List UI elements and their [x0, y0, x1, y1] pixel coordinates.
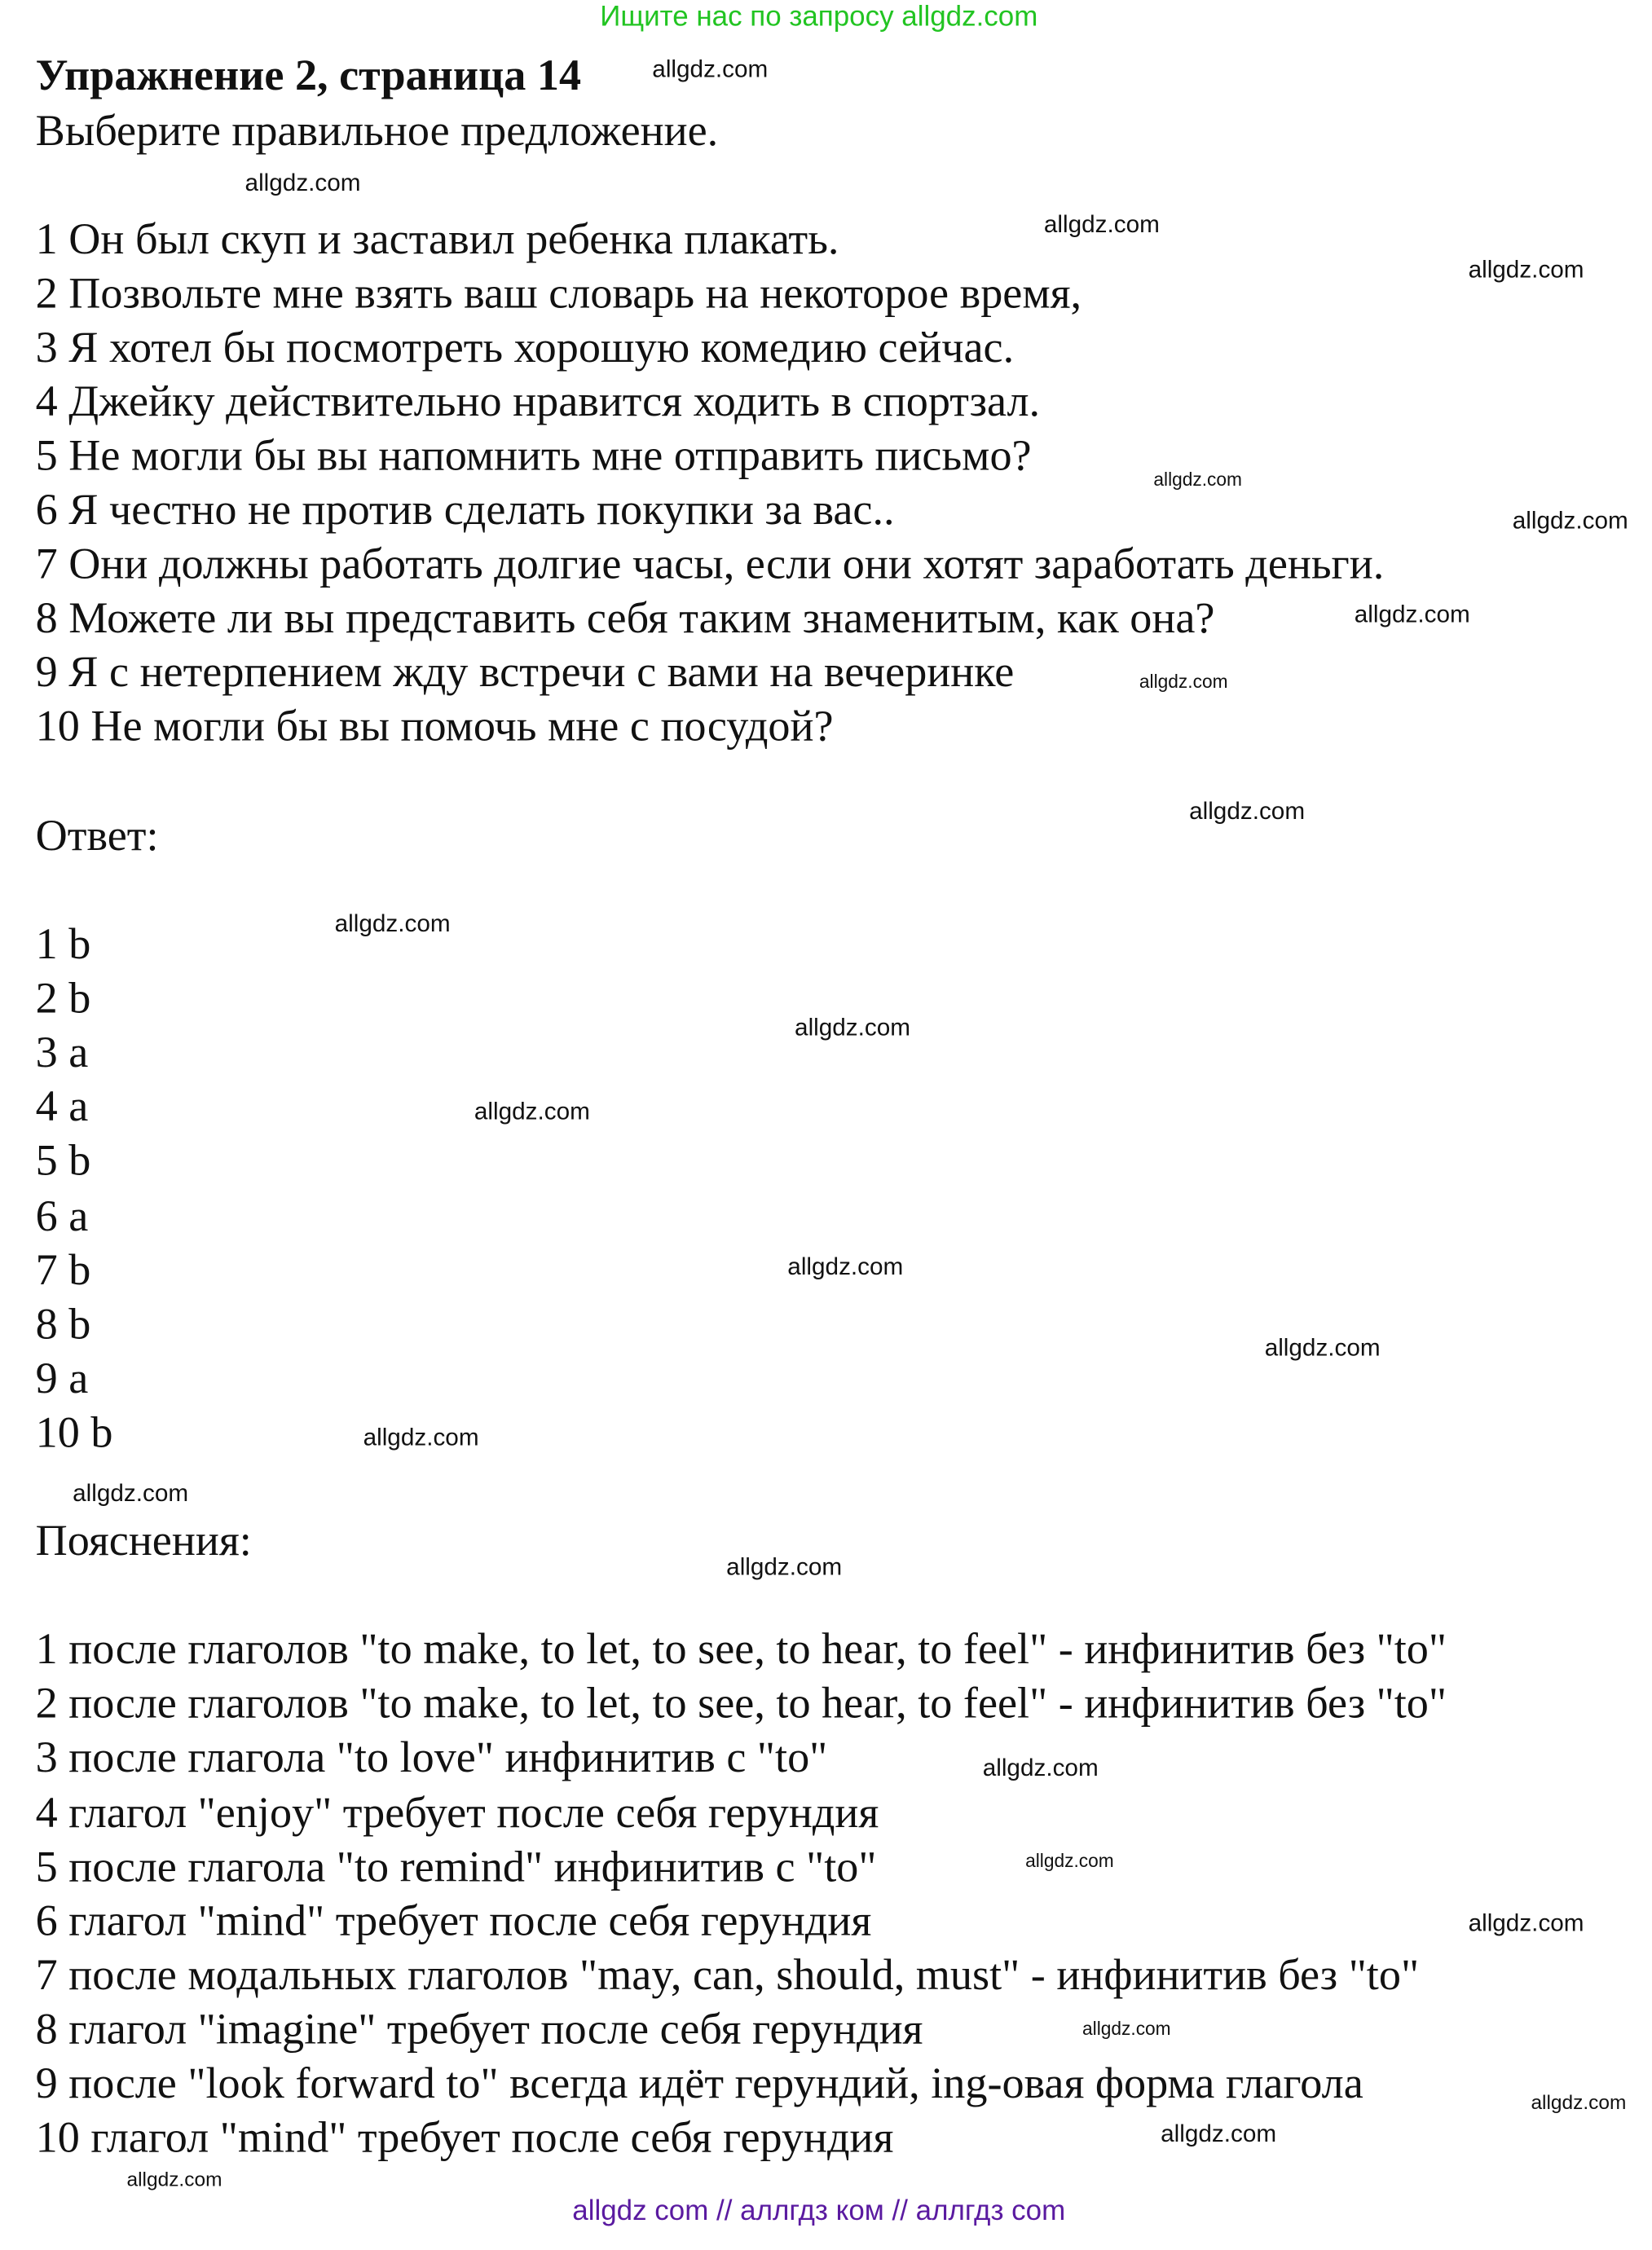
watermark: allgdz.com — [1161, 2120, 1277, 2148]
watermark: allgdz.com — [126, 2167, 222, 2191]
footer-links[interactable]: allgdz com // аллгдз ком // аллгдз com — [572, 2195, 1066, 2227]
sentence: 9 Я с нетерпением жду встречи с вами на вечеринке — [35, 646, 1015, 697]
answer: 8 b — [35, 1298, 91, 1349]
answer: 4 a — [35, 1081, 89, 1131]
answer-heading: Ответ: — [35, 810, 159, 861]
watermark: allgdz.com — [334, 909, 451, 937]
answer: 5 b — [35, 1134, 91, 1185]
sentence: 2 Позвольте мне взять ваш словарь на некоторое время, — [35, 267, 1082, 318]
watermark: allgdz.com — [1043, 210, 1160, 238]
explanation-heading: Пояснения: — [35, 1515, 252, 1565]
explanation: 1 после глаголов "to make, to let, to see, to hear, to feel" - инфинитив без "to" — [35, 1623, 1447, 1674]
sentence: 6 Я честно не против сделать покупки за вас.. — [35, 484, 895, 535]
sentence: 1 Он был скуп и заставил ребенка плакать. — [35, 214, 839, 264]
watermark: allgdz.com — [474, 1098, 590, 1125]
sentence: 4 Джейку действительно нравится ходить в спортзал. — [35, 376, 1041, 426]
watermark: allgdz.com — [1531, 2090, 1627, 2114]
answer: 7 b — [35, 1244, 91, 1295]
watermark: allgdz.com — [1082, 2018, 1171, 2040]
watermark: allgdz.com — [1139, 671, 1228, 693]
page-title: Упражнение 2, страница 14 — [35, 50, 582, 100]
explanation: 7 после модальных глаголов "may, can, should, must" - инфинитив без "to" — [35, 1949, 1420, 2000]
watermark: allgdz.com — [1468, 1909, 1584, 1937]
watermark: allgdz.com — [652, 55, 769, 83]
watermark: allgdz.com — [795, 1014, 911, 1041]
explanation: 10 глагол "mind" требует после себя герундия — [35, 2111, 894, 2162]
sentence: 8 Можете ли вы представить себя таким знаменитым, как она? — [35, 592, 1215, 643]
watermark: allgdz.com — [363, 1424, 479, 1451]
answer: 1 b — [35, 918, 91, 969]
watermark: allgdz.com — [1189, 797, 1306, 825]
watermark: allgdz.com — [982, 1754, 1099, 1781]
watermark: allgdz.com — [244, 169, 361, 197]
explanation: 8 глагол "imagine" требует после себя герундия — [35, 2003, 923, 2054]
watermark: allgdz.com — [787, 1253, 904, 1280]
watermark: allgdz.com — [1153, 468, 1242, 491]
watermark: allgdz.com — [73, 1479, 189, 1507]
sentence: 3 Я хотел бы посмотреть хорошую комедию сейчас. — [35, 321, 1015, 372]
answer: 3 a — [35, 1026, 89, 1077]
explanation: 4 глагол "enjoy" требует после себя герундия — [35, 1786, 879, 1838]
answer: 10 b — [35, 1407, 113, 1457]
explanation: 9 после "look forward to" всегда идёт герундий, ing-овая форма глагола — [35, 2057, 1363, 2108]
answer: 9 a — [35, 1353, 89, 1403]
watermark: allgdz.com — [1512, 507, 1628, 535]
sentence: 5 Не могли бы вы напомнить мне отправить письмо? — [35, 429, 1032, 480]
explanation: 5 после глагола "to remind" инфинитив с "to" — [35, 1841, 877, 1891]
instruction: Выберите правильное предложение. — [35, 105, 719, 156]
explanation: 3 после глагола "to love" инфинитив с "to" — [35, 1731, 828, 1781]
header-banner[interactable]: Ищите нас по запросу allgdz.com — [600, 1, 1038, 33]
watermark: allgdz.com — [1354, 601, 1470, 628]
watermark: allgdz.com — [1264, 1334, 1381, 1362]
watermark: allgdz.com — [726, 1553, 843, 1581]
sentence: 10 Не могли бы вы помочь мне с посудой? — [35, 700, 834, 751]
explanation: 6 глагол "mind" требует после себя герундия — [35, 1895, 872, 1945]
sentence: 7 Они должны работать долгие часы, если они хотят заработать деньги. — [35, 538, 1385, 588]
watermark: allgdz.com — [1468, 256, 1584, 284]
answer: 6 a — [35, 1190, 89, 1240]
watermark: allgdz.com — [1025, 1849, 1114, 1872]
answer: 2 b — [35, 972, 91, 1023]
explanation: 2 после глаголов "to make, to let, to see, to hear, to feel" - инфинитив без "to" — [35, 1677, 1447, 1728]
